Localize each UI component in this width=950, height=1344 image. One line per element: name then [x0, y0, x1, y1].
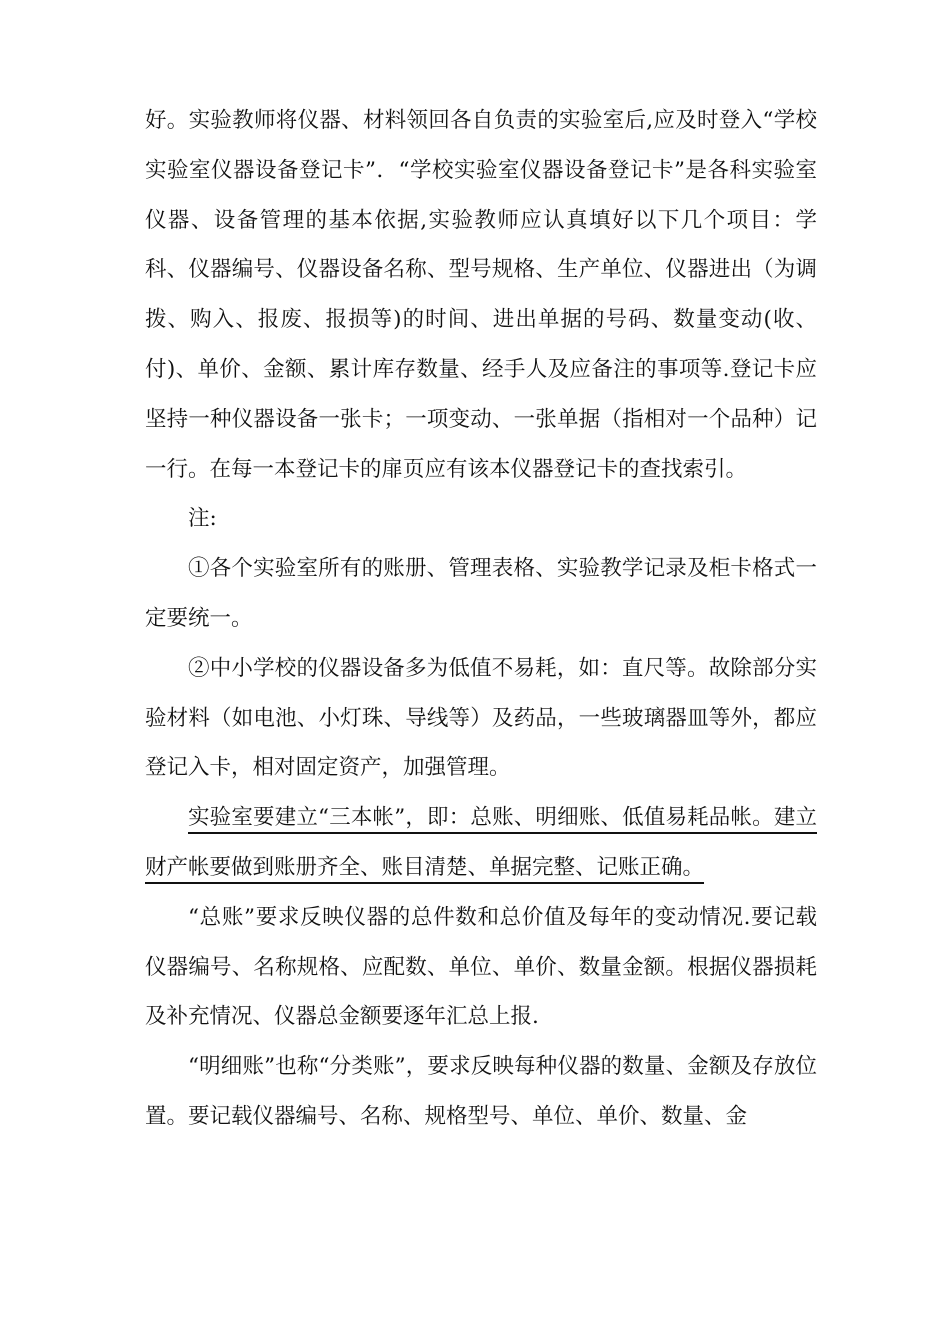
paragraph-three-ledgers [145, 793, 817, 893]
paragraph-registration-card: 好。实验教师将仪器、材料领回各自负责的实验室后,应及时登入“学校实验室仪器设备登记卡”．“学校实验室仪器设备登记卡”是各科实验室仪器、设备管理的基本依据,实验教师应认真填好以下几个项目：学科、仪器编号、仪器设备名称、型号规格、生产单位、仪器进出（为调拨、购入、报废、报损等)的时间、进出单据的号码、数量变动(收、付)、单价、金额、累计库存数量、经手人及应备注的事项等.登记卡应坚持一种仪器设备一张卡；一项变动、一张单据（指相对一个品种）记一行。在每一本登记卡的扉页应有该本仪器登记卡的查找索引。 [145, 108, 817, 482]
paragraph-general-ledger: “总账”要求反映仪器的总件数和总价值及每年的变动情况.要记载仪器编号、名称规格、应配数、单位、单价、数量金额。根据仪器损耗及补充情况、仪器总金额要逐年汇总上报. [145, 904, 817, 1030]
paragraph-detail-ledger: “明细账”也称“分类账”，要求反映每种仪器的数量、金额及存放位置。要记载仪器编号、名称、规格型号、单位、单价、数量、金 [145, 1054, 817, 1129]
paragraph-note-1: ①各个实验室所有的账册、管理表格、实验教学记录及柜卡格式一定要统一。 [145, 556, 817, 631]
document-body [145, 96, 817, 1142]
underlined-text: 实验室要建立“三本帐”，即：总账、明细账、低值易耗品帐。建立财产帐要做到账册齐全、账目清楚、单据完整、记账正确。 [145, 805, 817, 880]
paragraph-note-2: ②中小学校的仪器设备多为低值不易耗，如：直尺等。故除部分实验材料（如电池、小灯珠、导线等）及药品，一些玻璃器皿等外，都应登记入卡，相对固定资产，加强管理。 [145, 655, 817, 781]
paragraph-note-heading: 注: [188, 506, 217, 532]
